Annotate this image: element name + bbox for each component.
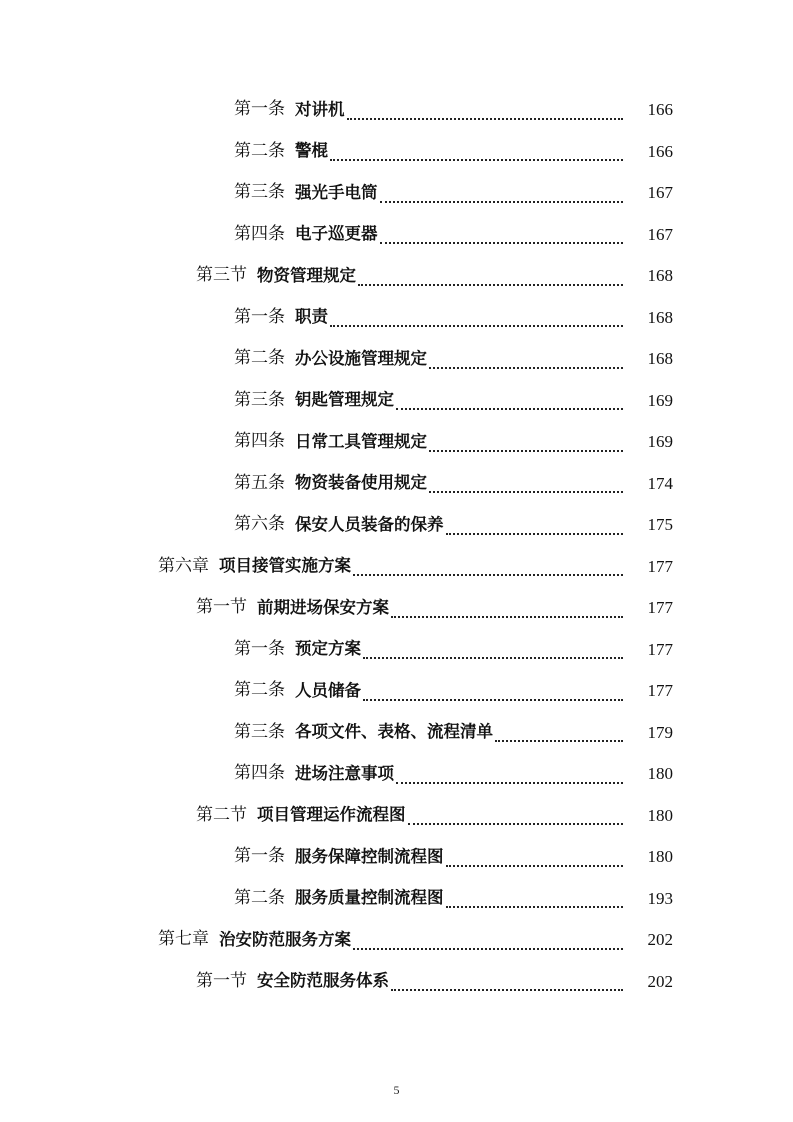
toc-entry-number: 第一条: [234, 99, 285, 120]
toc-entry-title: 电子巡更器: [295, 224, 378, 243]
toc-entry-page: 174: [647, 473, 673, 493]
toc-entry-page: 179: [647, 722, 673, 742]
toc-entry-page: 177: [647, 556, 673, 576]
toc-entry[interactable]: [0, 712, 793, 754]
toc-entry[interactable]: [0, 670, 793, 712]
toc-entry-title: 前期进场保安方案: [257, 597, 389, 617]
toc-entry-number: 第五条: [234, 472, 285, 493]
toc-entry-title: 物资装备使用规定: [295, 473, 427, 492]
toc-dot-leader: [429, 450, 623, 452]
toc-entry[interactable]: [0, 214, 793, 256]
toc-entry-title: 服务保障控制流程图: [295, 846, 444, 866]
toc-entry-page: 180: [647, 805, 673, 825]
toc-entry-number: 第一节: [196, 970, 247, 991]
toc-entry-title: 安全防范服务体系: [257, 971, 389, 990]
toc-dot-leader: [391, 616, 623, 618]
toc-entry-title: 项目管理运作流程图: [257, 805, 406, 824]
toc-entry[interactable]: [0, 795, 793, 837]
toc-entry-page: 175: [647, 515, 673, 535]
toc-entry-title: 钥匙管理规定: [295, 390, 394, 409]
toc-entry[interactable]: [0, 172, 793, 214]
toc-entry[interactable]: [0, 836, 793, 878]
table-of-contents: [0, 89, 793, 1002]
toc-entry-page: 180: [647, 847, 673, 867]
toc-entry[interactable]: [0, 919, 793, 961]
toc-entry-number: 第四条: [234, 431, 285, 452]
toc-dot-leader: [363, 699, 623, 701]
toc-entry-number: 第三条: [234, 721, 285, 742]
toc-entry-number: 第二条: [234, 887, 285, 908]
toc-entry-page: 167: [647, 224, 673, 244]
toc-dot-leader: [347, 118, 624, 120]
toc-dot-leader: [396, 782, 623, 784]
toc-entry-number: 第一条: [234, 638, 285, 659]
toc-entry-number: 第六条: [234, 514, 285, 535]
toc-entry-page: 167: [647, 183, 673, 203]
toc-entry-title: 强光手电筒: [295, 182, 378, 202]
toc-entry[interactable]: [0, 878, 793, 920]
toc-entry[interactable]: [0, 380, 793, 422]
toc-entry-page: 168: [647, 307, 673, 327]
toc-dot-leader: [363, 657, 623, 659]
toc-entry[interactable]: [0, 753, 793, 795]
toc-entry-number: 第四条: [234, 223, 285, 244]
toc-dot-leader: [358, 284, 623, 286]
toc-dot-leader: [446, 533, 624, 535]
toc-entry-page: 202: [647, 930, 673, 950]
toc-dot-leader: [446, 906, 624, 908]
toc-entry-title: 物资管理规定: [257, 265, 356, 285]
toc-entry-number: 第一节: [196, 597, 247, 618]
toc-entry-title: 治安防范服务方案: [219, 929, 351, 949]
toc-dot-leader: [429, 367, 623, 369]
toc-entry-page: 177: [647, 639, 673, 659]
toc-entry-title: 对讲机: [295, 99, 345, 119]
toc-dot-leader: [330, 325, 623, 327]
toc-entry[interactable]: [0, 463, 793, 505]
toc-entry-number: 第六章: [158, 555, 209, 576]
toc-entry[interactable]: [0, 587, 793, 629]
toc-dot-leader: [396, 408, 623, 410]
toc-entry-page: 168: [647, 266, 673, 286]
toc-entry-title: 日常工具管理规定: [295, 431, 427, 451]
toc-entry-title: 警棍: [295, 141, 328, 160]
toc-entry-number: 第二条: [234, 348, 285, 369]
toc-entry-number: 第七章: [158, 929, 209, 950]
toc-entry-page: 177: [647, 598, 673, 618]
toc-entry-number: 第一条: [234, 846, 285, 867]
toc-entry[interactable]: [0, 338, 793, 380]
toc-dot-leader: [429, 491, 623, 493]
toc-entry-page: 168: [647, 349, 673, 369]
toc-entry-number: 第三节: [196, 265, 247, 286]
toc-entry-page: 169: [647, 432, 673, 452]
toc-entry[interactable]: [0, 629, 793, 671]
toc-entry-number: 第二条: [234, 680, 285, 701]
toc-entry[interactable]: [0, 255, 793, 297]
toc-entry[interactable]: [0, 89, 793, 131]
toc-entry-title: 人员储备: [295, 680, 361, 700]
page-number: 5: [393, 1083, 400, 1097]
toc-dot-leader: [353, 574, 623, 576]
toc-entry[interactable]: [0, 961, 793, 1003]
toc-entry-page: 177: [647, 681, 673, 701]
toc-dot-leader: [353, 948, 623, 950]
toc-entry-page: 169: [647, 390, 673, 410]
toc-entry-title: 预定方案: [295, 639, 361, 658]
toc-entry-page: 166: [647, 141, 673, 161]
toc-entry-title: 职责: [295, 307, 328, 326]
toc-entry-number: 第四条: [234, 763, 285, 784]
toc-dot-leader: [446, 865, 624, 867]
toc-entry-page: 166: [647, 100, 673, 120]
toc-dot-leader: [380, 201, 624, 203]
toc-entry-title: 办公设施管理规定: [295, 348, 427, 368]
toc-dot-leader: [380, 242, 624, 244]
toc-entry[interactable]: [0, 546, 793, 588]
toc-entry-number: 第三条: [234, 182, 285, 203]
toc-entry-number: 第一条: [234, 306, 285, 327]
toc-entry[interactable]: [0, 131, 793, 173]
toc-dot-leader: [391, 989, 623, 991]
toc-entry-title: 服务质量控制流程图: [295, 888, 444, 907]
toc-entry[interactable]: [0, 421, 793, 463]
toc-entry-title: 保安人员装备的保养: [295, 514, 444, 534]
toc-entry-page: 202: [647, 971, 673, 991]
toc-entry-page: 193: [647, 888, 673, 908]
toc-entry-number: 第三条: [234, 389, 285, 410]
toc-entry-number: 第二节: [196, 804, 247, 825]
toc-entry-page: 180: [647, 764, 673, 784]
toc-entry[interactable]: [0, 504, 793, 546]
toc-entry-title: 进场注意事项: [295, 763, 394, 783]
toc-dot-leader: [495, 740, 623, 742]
toc-dot-leader: [408, 823, 624, 825]
toc-dot-leader: [330, 159, 623, 161]
toc-entry[interactable]: [0, 297, 793, 339]
toc-entry-title: 各项文件、表格、流程清单: [295, 722, 493, 741]
toc-entry-number: 第二条: [234, 140, 285, 161]
toc-entry-title: 项目接管实施方案: [219, 556, 351, 575]
